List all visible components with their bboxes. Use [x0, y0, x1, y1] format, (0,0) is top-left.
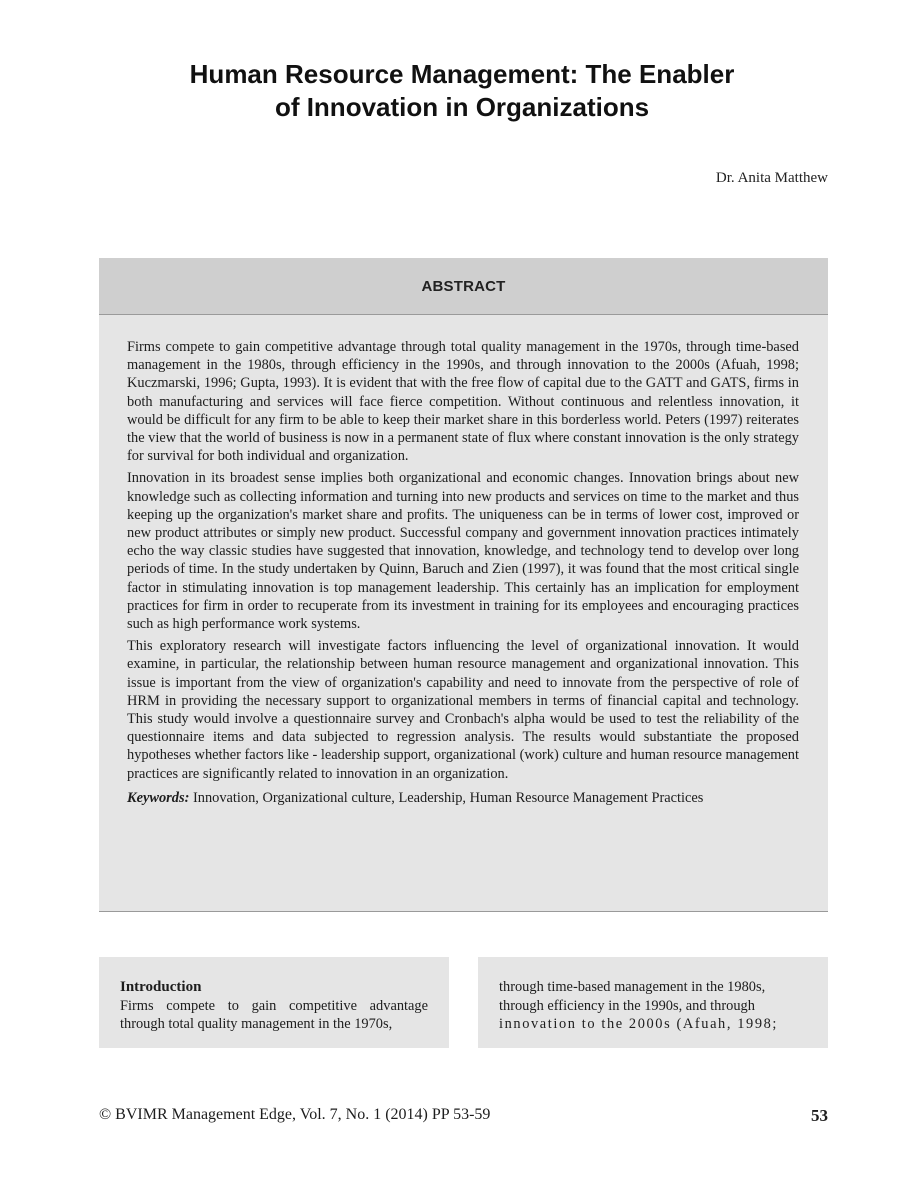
introduction-right-line-1: through time-based management in the 1980s, [499, 979, 766, 995]
keywords-label: Keywords: [127, 789, 190, 806]
abstract-body [127, 338, 799, 811]
introduction-column-right [478, 957, 828, 1048]
abstract-paragraph-1: Firms compete to gain competitive advantage through total quality management in the 1970s, through time-based management in the 1980s, through efficiency in the 1990s, and through innovation to the 2000s (Afuah, 1998; Kuczmarski, 1996; Gupta, 1993). It is evident that with the free flow of capital due to the GATT and GATS, firms in both manufacturing and services will face fierce competition. Without continuous and relentless innovation, it would be difficult for any firm to be able to keep their market share in this borderless world. Peters (1997) reiterates the view that the world of business is now in a permanent state of flux where constant innovation is the only strategy for survival for both individual and organization. [127, 339, 799, 465]
abstract-paragraph-3: This exploratory research will investigate factors influencing the level of organizational innovation. It would examine, in particular, the relationship between human resource management and organizational innovation. This issue is important from the view of organization's capability and need to innovate from the perspective of role of HRM in providing the necessary support to organizational members in terms of financial capital and technology. This study would involve a questionnaire survey and Cronbach's alpha would be used to test the reliability of the questionnaire items and data subjected to regression analysis. The results would substantiate the proposed hypotheses whether factors like - leadership support, organizational (work) culture and human resource management practices are significantly related to innovation in an organization. [127, 638, 799, 782]
introduction-heading: Introduction [120, 979, 202, 995]
abstract-heading: ABSTRACT [99, 258, 828, 315]
abstract-paragraph-2: Innovation in its broadest sense implies both organizational and economic changes. Innovation brings about new knowledge such as collecting information and turning into new products and services on time to the market and thus keeping up the organization's market share and profits. The uniqueness can be in terms of lower cost, improved or new product attributes or simply new product. Successful company and government innovation practices intimately echo the way classic studies have suggested that innovation, knowledge, and technology tend to develop over long periods of time. In the study undertaken by Quinn, Baruch and Zien (1997), it was found that the most critical single factor in stimulating innovation is top management leadership. This certainly has an implication for employment practices for firm in order to recuperate from its investment in training for its employees and encouraging practices such as high performance work systems. [127, 470, 799, 633]
keywords-text: Innovation, Organizational culture, Leadership, Human Resource Management Practices [189, 789, 704, 806]
title-line-2: of Innovation in Organizations [274, 92, 650, 122]
introduction-right-line-2: through efficiency in the 1990s, and through [499, 997, 755, 1014]
page-number: 53 [811, 1106, 828, 1125]
author-name: Dr. Anita Matthew [715, 170, 828, 186]
introduction-right-line-3: innovation to the 2000s (Afuah, 1998; [499, 1016, 779, 1032]
abstract-section [99, 258, 828, 912]
keywords-line [127, 789, 799, 807]
journal-citation: © BVIMR Management Edge, Vol. 7, No. 1 (2014) PP 53-59 [99, 1106, 491, 1123]
paper-title [100, 58, 824, 124]
title-line-1: Human Resource Management: The Enabler [189, 59, 735, 89]
introduction-left-text: Firms compete to gain competitive advantage through total quality management in the 1970s, [120, 997, 428, 1032]
introduction-column-left [99, 957, 449, 1048]
